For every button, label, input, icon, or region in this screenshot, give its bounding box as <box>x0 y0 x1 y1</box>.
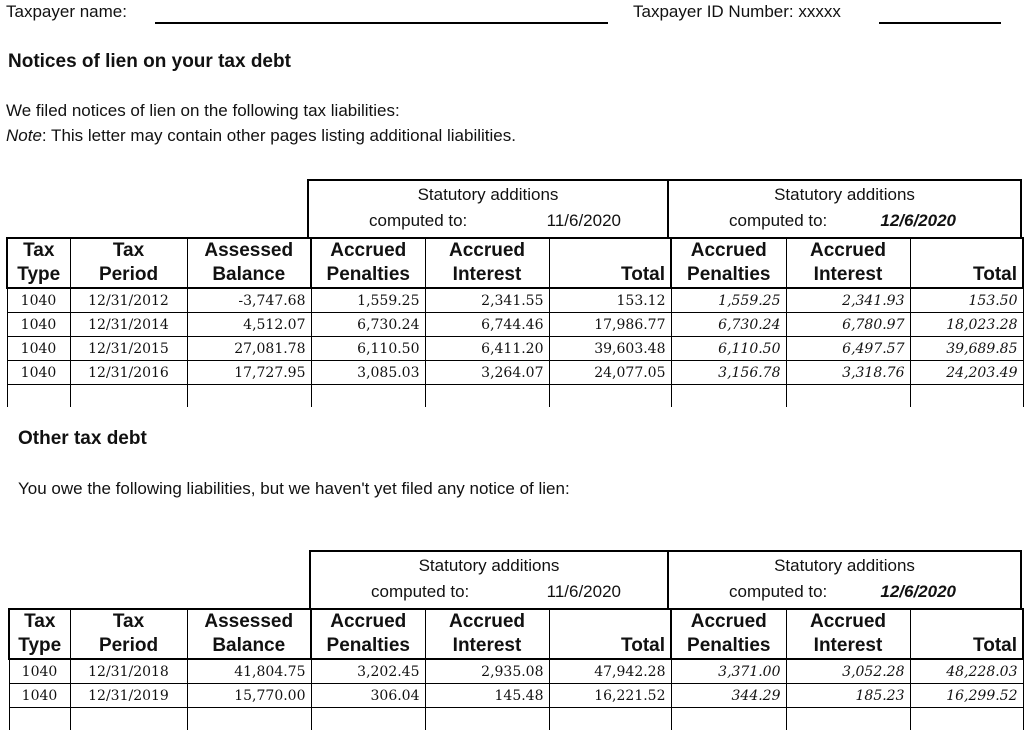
statutory-line1: Statutory additions <box>669 185 1020 205</box>
statutory-date-1: 11/6/2020 <box>547 211 621 231</box>
table-row: 1040 12/31/2018 41,804.75 3,202.45 2,935.08 47,942.28 3,371.00 3,052.28 48,228.03 <box>9 659 1023 684</box>
table-row-empty <box>7 385 1023 408</box>
statutory-date-2: 12/6/2020 <box>880 582 956 602</box>
taxpayer-name-label: Taxpayer name: <box>6 2 127 22</box>
table-row: 1040 12/31/2019 15,770.00 306.04 145.48 16,221.52 344.29 185.23 16,299.52 <box>9 684 1023 708</box>
col-total: Total <box>549 609 671 659</box>
col-accrued-interest-2: Accrued Interest <box>786 609 910 659</box>
note-text: : This letter may contain other pages listing additional liabilities. <box>42 126 516 145</box>
statutory-line2: computed to: <box>729 211 827 231</box>
statutory-date-2: 12/6/2020 <box>880 211 956 231</box>
col-accrued-penalties: Accrued Penalties <box>311 238 425 288</box>
table-row: 1040 12/31/2015 27,081.78 6,110.50 6,411.20 39,603.48 6,110.50 6,497.57 39,689.85 <box>7 337 1023 361</box>
taxpayer-id-label: Taxpayer ID Number: xxxxx <box>633 2 841 22</box>
statutory-date-1: 11/6/2020 <box>547 582 621 602</box>
col-total-2: Total <box>910 238 1023 288</box>
other-intro: You owe the following liabilities, but we haven't yet filed any notice of lien: <box>18 479 570 499</box>
table-row: 1040 12/31/2016 17,727.95 3,085.03 3,264.07 24,077.05 3,156.78 3,318.76 24,203.49 <box>7 361 1023 385</box>
col-tax-type: Tax Type <box>7 238 70 288</box>
statutory-box-2 <box>667 179 1022 237</box>
statutory-box-3 <box>309 550 669 608</box>
statutory-box-4 <box>667 550 1022 608</box>
taxpayer-name-field <box>155 22 608 24</box>
other-table <box>8 608 1024 730</box>
statutory-line2: computed to: <box>369 211 467 231</box>
col-accrued-interest: Accrued Interest <box>425 609 549 659</box>
lien-note <box>6 126 516 146</box>
statutory-line2: computed to: <box>729 582 827 602</box>
statutory-line1: Statutory additions <box>309 185 667 205</box>
col-total: Total <box>549 238 671 288</box>
col-accrued-penalties-2: Accrued Penalties <box>671 238 786 288</box>
col-assessed-balance: Assessed Balance <box>187 238 311 288</box>
col-accrued-interest: Accrued Interest <box>425 238 549 288</box>
statutory-line1: Statutory additions <box>669 556 1020 576</box>
other-heading: Other tax debt <box>18 428 147 450</box>
col-total-2: Total <box>910 609 1023 659</box>
table-row: 1040 12/31/2012 -3,747.68 1,559.25 2,341.55 153.12 1,559.25 2,341.93 153.50 <box>7 288 1023 313</box>
statutory-line1: Statutory additions <box>311 556 667 576</box>
note-label: Note <box>6 126 42 145</box>
col-tax-period: Tax Period <box>70 609 187 659</box>
table-row: 1040 12/31/2014 4,512.07 6,730.24 6,744.46 17,986.77 6,730.24 6,780.97 18,023.28 <box>7 313 1023 337</box>
taxpayer-id-field <box>879 22 1001 24</box>
col-accrued-penalties: Accrued Penalties <box>311 609 425 659</box>
col-accrued-interest-2: Accrued Interest <box>786 238 910 288</box>
statutory-box-1 <box>307 179 669 237</box>
lien-intro: We filed notices of lien on the following tax liabilities: <box>6 101 400 121</box>
col-accrued-penalties-2: Accrued Penalties <box>671 609 786 659</box>
lien-heading: Notices of lien on your tax debt <box>8 51 291 73</box>
col-assessed-balance: Assessed Balance <box>187 609 311 659</box>
col-tax-period: Tax Period <box>70 238 187 288</box>
statutory-line2: computed to: <box>371 582 469 602</box>
lien-table <box>6 237 1024 407</box>
col-tax-type: Tax Type <box>9 609 70 659</box>
